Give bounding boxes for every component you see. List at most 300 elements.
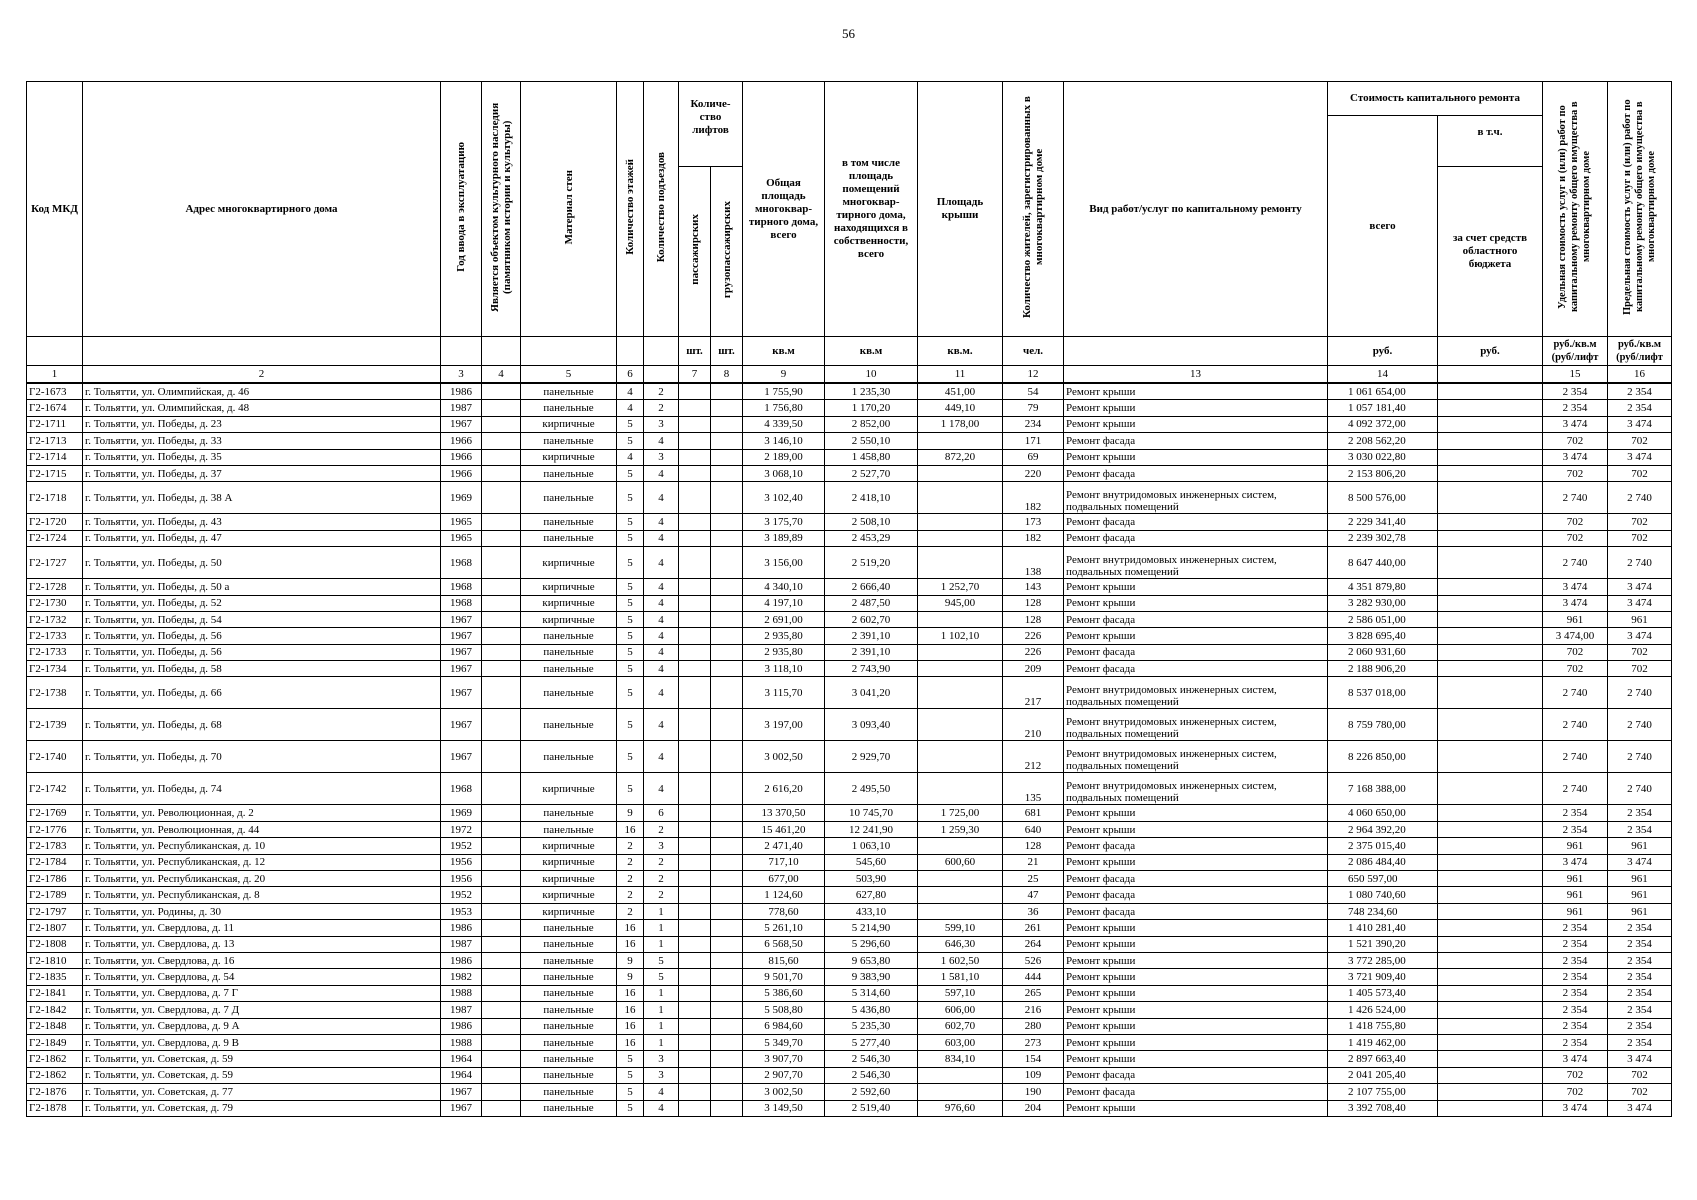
cell-unit-cost: 2 354 [1543, 969, 1608, 985]
cell-max-cost: 961 [1608, 871, 1672, 887]
cell-unit-cost: 961 [1543, 871, 1608, 887]
column-number: 16 [1608, 366, 1672, 384]
cell-unit-cost: 3 474 [1543, 449, 1608, 465]
cell-heritage [482, 579, 521, 595]
cell-work-type: Ремонт фасада [1064, 661, 1328, 677]
cell-floors: 16 [617, 920, 644, 936]
cell-residents: 69 [1003, 449, 1064, 465]
cell-unit-cost: 961 [1543, 903, 1608, 919]
cell-max-cost: 702 [1608, 465, 1672, 481]
cell-unit-cost: 702 [1543, 530, 1608, 546]
cell-address: г. Тольятти, ул. Победы, д. 70 [83, 741, 441, 773]
cell-cost-budget [1438, 969, 1543, 985]
column-number: 6 [617, 366, 644, 384]
cell-cost-total: 1 419 462,00 [1328, 1034, 1438, 1050]
cell-total-area: 3 068,10 [743, 465, 825, 481]
header-residents: Количество жителей, зарегистрированных в многоквартирном доме [1021, 96, 1045, 318]
cell-roof-area [918, 547, 1003, 579]
cell-floors: 2 [617, 871, 644, 887]
cell-heritage [482, 644, 521, 660]
cell-wall: панельные [521, 1100, 617, 1116]
cell-lifts-freight [711, 595, 743, 611]
header-entrances: Количество подъездов [655, 151, 667, 263]
cell-heritage [482, 661, 521, 677]
cell-unit-cost: 2 354 [1543, 805, 1608, 821]
cell-cost-total: 1 080 740,60 [1328, 887, 1438, 903]
cell-roof-area: 599,10 [918, 920, 1003, 936]
cell-address: г. Тольятти, ул. Победы, д. 38 А [83, 482, 441, 514]
cell-work-type: Ремонт фасада [1064, 1067, 1328, 1083]
cell-floors: 16 [617, 1002, 644, 1018]
cell-owned-area: 9 653,80 [825, 952, 918, 968]
unit-cost-budget: руб. [1438, 337, 1543, 366]
cell-unit-cost: 2 740 [1543, 482, 1608, 514]
cell-floors: 9 [617, 969, 644, 985]
cell-owned-area: 2 453,29 [825, 530, 918, 546]
cell-cost-total: 3 392 708,40 [1328, 1100, 1438, 1116]
cell-roof-area: 1 581,10 [918, 969, 1003, 985]
cell-floors: 5 [617, 661, 644, 677]
cell-cost-budget [1438, 579, 1543, 595]
cell-entrances: 2 [644, 887, 679, 903]
cell-entrances: 4 [644, 530, 679, 546]
cell-address: г. Тольятти, ул. Советская, д. 59 [83, 1067, 441, 1083]
cell-cost-total: 2 229 341,40 [1328, 514, 1438, 530]
cell-entrances: 6 [644, 805, 679, 821]
cell-address: г. Тольятти, ул. Свердлова, д. 7 Д [83, 1002, 441, 1018]
cell-code: Г2-1718 [27, 482, 83, 514]
cell-residents: 190 [1003, 1084, 1064, 1100]
cell-heritage [482, 383, 521, 400]
column-number: 12 [1003, 366, 1064, 384]
cell-lifts-pass [679, 465, 711, 481]
cell-max-cost: 2 354 [1608, 969, 1672, 985]
table-row [27, 611, 1672, 627]
cell-cost-total: 7 168 388,00 [1328, 773, 1438, 805]
column-number: 8 [711, 366, 743, 384]
cell-work-type: Ремонт крыши [1064, 821, 1328, 837]
cell-cost-budget [1438, 1084, 1543, 1100]
cell-year: 1987 [441, 1002, 482, 1018]
cell-max-cost: 702 [1608, 644, 1672, 660]
cell-cost-total: 2 153 806,20 [1328, 465, 1438, 481]
cell-cost-budget [1438, 1067, 1543, 1083]
header-floors: Количество этажей [624, 159, 636, 255]
cell-roof-area [918, 514, 1003, 530]
cell-unit-cost: 2 354 [1543, 1018, 1608, 1034]
unit-cost-total: руб. [1328, 337, 1438, 366]
cell-lifts-freight [711, 400, 743, 416]
cell-floors: 5 [617, 433, 644, 449]
cell-cost-budget [1438, 465, 1543, 481]
cell-lifts-pass [679, 1084, 711, 1100]
cell-address: г. Тольятти, ул. Советская, д. 59 [83, 1051, 441, 1067]
cell-max-cost: 2 354 [1608, 821, 1672, 837]
cell-year: 1969 [441, 482, 482, 514]
cell-work-type: Ремонт фасада [1064, 871, 1328, 887]
column-number: 14 [1328, 366, 1438, 384]
cell-work-type: Ремонт крыши [1064, 854, 1328, 870]
column-number: 10 [825, 366, 918, 384]
cell-heritage [482, 449, 521, 465]
cell-residents: 171 [1003, 433, 1064, 449]
cell-year: 1967 [441, 661, 482, 677]
cell-lifts-freight [711, 985, 743, 1001]
cell-entrances: 4 [644, 595, 679, 611]
cell-lifts-pass [679, 661, 711, 677]
cell-address: г. Тольятти, ул. Победы, д. 68 [83, 709, 441, 741]
cell-unit-cost: 3 474,00 [1543, 628, 1608, 644]
cell-floors: 16 [617, 821, 644, 837]
cell-heritage [482, 1002, 521, 1018]
cell-work-type: Ремонт фасада [1064, 611, 1328, 627]
cell-heritage [482, 628, 521, 644]
cell-address: г. Тольятти, ул. Победы, д. 43 [83, 514, 441, 530]
cell-residents: 47 [1003, 887, 1064, 903]
cell-code: Г2-1797 [27, 903, 83, 919]
cell-entrances: 1 [644, 920, 679, 936]
cell-floors: 5 [617, 1100, 644, 1116]
cell-floors: 2 [617, 854, 644, 870]
cell-floors: 16 [617, 1034, 644, 1050]
cell-heritage [482, 677, 521, 709]
table-row [27, 530, 1672, 546]
cell-lifts-pass [679, 530, 711, 546]
column-numbers-row [27, 366, 1672, 384]
cell-cost-total: 2 107 755,00 [1328, 1084, 1438, 1100]
cell-owned-area: 2 519,40 [825, 1100, 918, 1116]
cell-cost-budget [1438, 433, 1543, 449]
cell-cost-total: 8 759 780,00 [1328, 709, 1438, 741]
cell-address: г. Тольятти, ул. Победы, д. 35 [83, 449, 441, 465]
cell-entrances: 2 [644, 400, 679, 416]
cell-cost-total: 650 597,00 [1328, 871, 1438, 887]
cell-code: Г2-1714 [27, 449, 83, 465]
cell-unit-cost: 702 [1543, 465, 1608, 481]
cell-lifts-freight [711, 1051, 743, 1067]
cell-entrances: 2 [644, 871, 679, 887]
cell-unit-cost: 2 354 [1543, 936, 1608, 952]
cell-residents: 135 [1003, 773, 1064, 805]
cell-max-cost: 3 474 [1608, 416, 1672, 432]
cell-residents: 128 [1003, 595, 1064, 611]
cell-address: г. Тольятти, ул. Советская, д. 79 [83, 1100, 441, 1116]
cell-roof-area: 834,10 [918, 1051, 1003, 1067]
cell-wall: панельные [521, 709, 617, 741]
cell-cost-total: 3 721 909,40 [1328, 969, 1438, 985]
cell-heritage [482, 465, 521, 481]
cell-code: Г2-1727 [27, 547, 83, 579]
cell-wall: кирпичные [521, 871, 617, 887]
table-row [27, 741, 1672, 773]
cell-wall: кирпичные [521, 838, 617, 854]
column-number: 13 [1064, 366, 1328, 384]
cell-code: Г2-1848 [27, 1018, 83, 1034]
cell-unit-cost: 702 [1543, 1084, 1608, 1100]
cell-roof-area: 606,00 [918, 1002, 1003, 1018]
header-lifts-freight: грузопассажирских [720, 200, 733, 299]
cell-lifts-pass [679, 985, 711, 1001]
column-number [1438, 366, 1543, 384]
cell-entrances: 1 [644, 985, 679, 1001]
cell-cost-total: 1 061 654,00 [1328, 383, 1438, 400]
cell-code: Г2-1730 [27, 595, 83, 611]
cell-wall: панельные [521, 661, 617, 677]
table-row [27, 416, 1672, 432]
header-roof-area: Площадь крыши [918, 82, 1003, 337]
cell-total-area: 815,60 [743, 952, 825, 968]
cell-address: г. Тольятти, ул. Победы, д. 54 [83, 611, 441, 627]
cell-code: Г2-1807 [27, 920, 83, 936]
cell-wall: кирпичные [521, 773, 617, 805]
cell-work-type: Ремонт крыши [1064, 579, 1328, 595]
cell-unit-cost: 2 354 [1543, 952, 1608, 968]
column-number: 7 [679, 366, 711, 384]
cell-cost-budget [1438, 1034, 1543, 1050]
cell-lifts-freight [711, 887, 743, 903]
cell-heritage [482, 854, 521, 870]
cell-lifts-pass [679, 969, 711, 985]
cell-heritage [482, 433, 521, 449]
cell-address: г. Тольятти, ул. Свердлова, д. 11 [83, 920, 441, 936]
cell-total-area: 3 002,50 [743, 741, 825, 773]
table-row [27, 709, 1672, 741]
cell-floors: 4 [617, 400, 644, 416]
header-wall: Материал стен [562, 169, 575, 245]
cell-floors: 2 [617, 903, 644, 919]
cell-wall: панельные [521, 482, 617, 514]
cell-cost-total: 8 537 018,00 [1328, 677, 1438, 709]
cell-code: Г2-1738 [27, 677, 83, 709]
cell-year: 1953 [441, 903, 482, 919]
cell-owned-area: 2 546,30 [825, 1051, 918, 1067]
cell-code: Г2-1769 [27, 805, 83, 821]
header-incl: в т.ч. [1438, 116, 1543, 167]
column-number: 2 [83, 366, 441, 384]
cell-heritage [482, 952, 521, 968]
cell-entrances: 4 [644, 1100, 679, 1116]
cell-max-cost: 2 740 [1608, 773, 1672, 805]
cell-cost-budget [1438, 985, 1543, 1001]
cell-owned-area: 2 852,00 [825, 416, 918, 432]
cell-address: г. Тольятти, ул. Победы, д. 50 а [83, 579, 441, 595]
cell-residents: 143 [1003, 579, 1064, 595]
cell-max-cost: 2 354 [1608, 936, 1672, 952]
table-row [27, 433, 1672, 449]
cell-total-area: 5 261,10 [743, 920, 825, 936]
cell-work-type: Ремонт внутридомовых инженерных систем, подвальных помещений [1064, 773, 1328, 805]
cell-roof-area [918, 871, 1003, 887]
cell-entrances: 4 [644, 709, 679, 741]
cell-year: 1967 [441, 628, 482, 644]
header-address: Адрес многоквартирного дома [83, 82, 441, 337]
cell-work-type: Ремонт фасада [1064, 644, 1328, 660]
cell-code: Г2-1784 [27, 854, 83, 870]
cell-floors: 5 [617, 709, 644, 741]
cell-work-type: Ремонт фасада [1064, 433, 1328, 449]
cell-max-cost: 3 474 [1608, 628, 1672, 644]
cell-floors: 5 [617, 547, 644, 579]
cell-unit-cost: 961 [1543, 838, 1608, 854]
cell-cost-budget [1438, 920, 1543, 936]
cell-work-type: Ремонт фасада [1064, 838, 1328, 854]
cell-roof-area: 603,00 [918, 1034, 1003, 1050]
cell-entrances: 4 [644, 465, 679, 481]
cell-lifts-pass [679, 887, 711, 903]
cell-residents: 220 [1003, 465, 1064, 481]
cell-owned-area: 10 745,70 [825, 805, 918, 821]
cell-cost-total: 2 964 392,20 [1328, 821, 1438, 837]
cell-residents: 217 [1003, 677, 1064, 709]
cell-total-area: 5 349,70 [743, 1034, 825, 1050]
cell-year: 1966 [441, 449, 482, 465]
cell-unit-cost: 2 354 [1543, 985, 1608, 1001]
cell-wall: кирпичные [521, 449, 617, 465]
cell-roof-area: 1 178,00 [918, 416, 1003, 432]
cell-max-cost: 2 354 [1608, 952, 1672, 968]
table-row [27, 1067, 1672, 1083]
cell-code: Г2-1776 [27, 821, 83, 837]
cell-unit-cost: 702 [1543, 433, 1608, 449]
cell-floors: 9 [617, 805, 644, 821]
cell-entrances: 2 [644, 383, 679, 400]
cell-wall: панельные [521, 1051, 617, 1067]
column-number: 3 [441, 366, 482, 384]
cell-lifts-freight [711, 952, 743, 968]
cell-cost-budget [1438, 854, 1543, 870]
cell-entrances: 2 [644, 821, 679, 837]
cell-roof-area: 1 102,10 [918, 628, 1003, 644]
cell-residents: 526 [1003, 952, 1064, 968]
cell-roof-area [918, 773, 1003, 805]
cell-work-type: Ремонт крыши [1064, 449, 1328, 465]
cell-work-type: Ремонт крыши [1064, 805, 1328, 821]
cell-lifts-pass [679, 595, 711, 611]
cell-total-area: 2 935,80 [743, 644, 825, 660]
cell-code: Г2-1713 [27, 433, 83, 449]
cell-entrances: 5 [644, 969, 679, 985]
cell-residents: 640 [1003, 821, 1064, 837]
cell-lifts-freight [711, 838, 743, 854]
table-row [27, 1100, 1672, 1116]
cell-heritage [482, 1051, 521, 1067]
cell-floors: 9 [617, 952, 644, 968]
cell-total-area: 2 935,80 [743, 628, 825, 644]
cell-address: г. Тольятти, ул. Олимпийская, д. 46 [83, 383, 441, 400]
cell-unit-cost: 702 [1543, 1067, 1608, 1083]
cell-lifts-pass [679, 514, 711, 530]
cell-year: 1967 [441, 644, 482, 660]
cell-residents: 182 [1003, 482, 1064, 514]
cell-floors: 4 [617, 449, 644, 465]
cell-unit-cost: 2 354 [1543, 821, 1608, 837]
cell-roof-area [918, 1084, 1003, 1100]
cell-max-cost: 702 [1608, 661, 1672, 677]
cell-roof-area [918, 741, 1003, 773]
cell-lifts-freight [711, 611, 743, 627]
cell-total-area: 6 568,50 [743, 936, 825, 952]
cell-wall: кирпичные [521, 595, 617, 611]
cell-max-cost: 961 [1608, 887, 1672, 903]
cell-cost-total: 3 282 930,00 [1328, 595, 1438, 611]
cell-total-area: 3 002,50 [743, 1084, 825, 1100]
cell-address: г. Тольятти, ул. Победы, д. 56 [83, 644, 441, 660]
cell-code: Г2-1715 [27, 465, 83, 481]
cell-floors: 16 [617, 1018, 644, 1034]
cell-unit-cost: 2 740 [1543, 709, 1608, 741]
cell-lifts-pass [679, 871, 711, 887]
cell-cost-budget [1438, 903, 1543, 919]
cell-year: 1965 [441, 514, 482, 530]
cell-max-cost: 961 [1608, 903, 1672, 919]
cell-cost-total: 2 897 663,40 [1328, 1051, 1438, 1067]
cell-owned-area: 1 063,10 [825, 838, 918, 854]
cell-heritage [482, 709, 521, 741]
cell-lifts-freight [711, 465, 743, 481]
cell-unit-cost: 2 740 [1543, 547, 1608, 579]
cell-owned-area: 5 277,40 [825, 1034, 918, 1050]
cell-work-type: Ремонт крыши [1064, 1018, 1328, 1034]
cell-work-type: Ремонт крыши [1064, 1051, 1328, 1067]
cell-total-area: 6 984,60 [743, 1018, 825, 1034]
cell-address: г. Тольятти, ул. Свердлова, д. 13 [83, 936, 441, 952]
cell-cost-budget [1438, 400, 1543, 416]
cell-wall: панельные [521, 530, 617, 546]
cell-max-cost: 702 [1608, 530, 1672, 546]
cell-lifts-pass [679, 1002, 711, 1018]
cell-cost-budget [1438, 821, 1543, 837]
cell-lifts-pass [679, 433, 711, 449]
cell-floors: 5 [617, 628, 644, 644]
cell-year: 1956 [441, 871, 482, 887]
cell-lifts-freight [711, 903, 743, 919]
cell-unit-cost: 2 354 [1543, 1034, 1608, 1050]
cell-lifts-pass [679, 611, 711, 627]
cell-year: 1956 [441, 854, 482, 870]
cell-lifts-freight [711, 920, 743, 936]
cell-cost-total: 1 405 573,40 [1328, 985, 1438, 1001]
cell-roof-area [918, 709, 1003, 741]
cell-year: 1968 [441, 547, 482, 579]
cell-code: Г2-1734 [27, 661, 83, 677]
cell-wall: панельные [521, 514, 617, 530]
cell-lifts-pass [679, 805, 711, 821]
cell-year: 1967 [441, 677, 482, 709]
capital-repair-table [26, 81, 1672, 1117]
cell-year: 1967 [441, 1100, 482, 1116]
cell-lifts-pass [679, 1051, 711, 1067]
cell-roof-area [918, 644, 1003, 660]
cell-residents: 25 [1003, 871, 1064, 887]
cell-heritage [482, 773, 521, 805]
cell-wall: панельные [521, 952, 617, 968]
cell-lifts-freight [711, 644, 743, 660]
cell-max-cost: 3 474 [1608, 579, 1672, 595]
cell-entrances: 4 [644, 514, 679, 530]
cell-floors: 5 [617, 1084, 644, 1100]
cell-owned-area: 2 602,70 [825, 611, 918, 627]
cell-total-area: 677,00 [743, 871, 825, 887]
cell-cost-budget [1438, 661, 1543, 677]
cell-address: г. Тольятти, ул. Революционная, д. 44 [83, 821, 441, 837]
table-row [27, 854, 1672, 870]
cell-roof-area [918, 611, 1003, 627]
cell-owned-area: 5 235,30 [825, 1018, 918, 1034]
cell-owned-area: 2 487,50 [825, 595, 918, 611]
cell-cost-total: 3 772 285,00 [1328, 952, 1438, 968]
unit-roof-area: кв.м. [918, 337, 1003, 366]
cell-entrances: 4 [644, 547, 679, 579]
